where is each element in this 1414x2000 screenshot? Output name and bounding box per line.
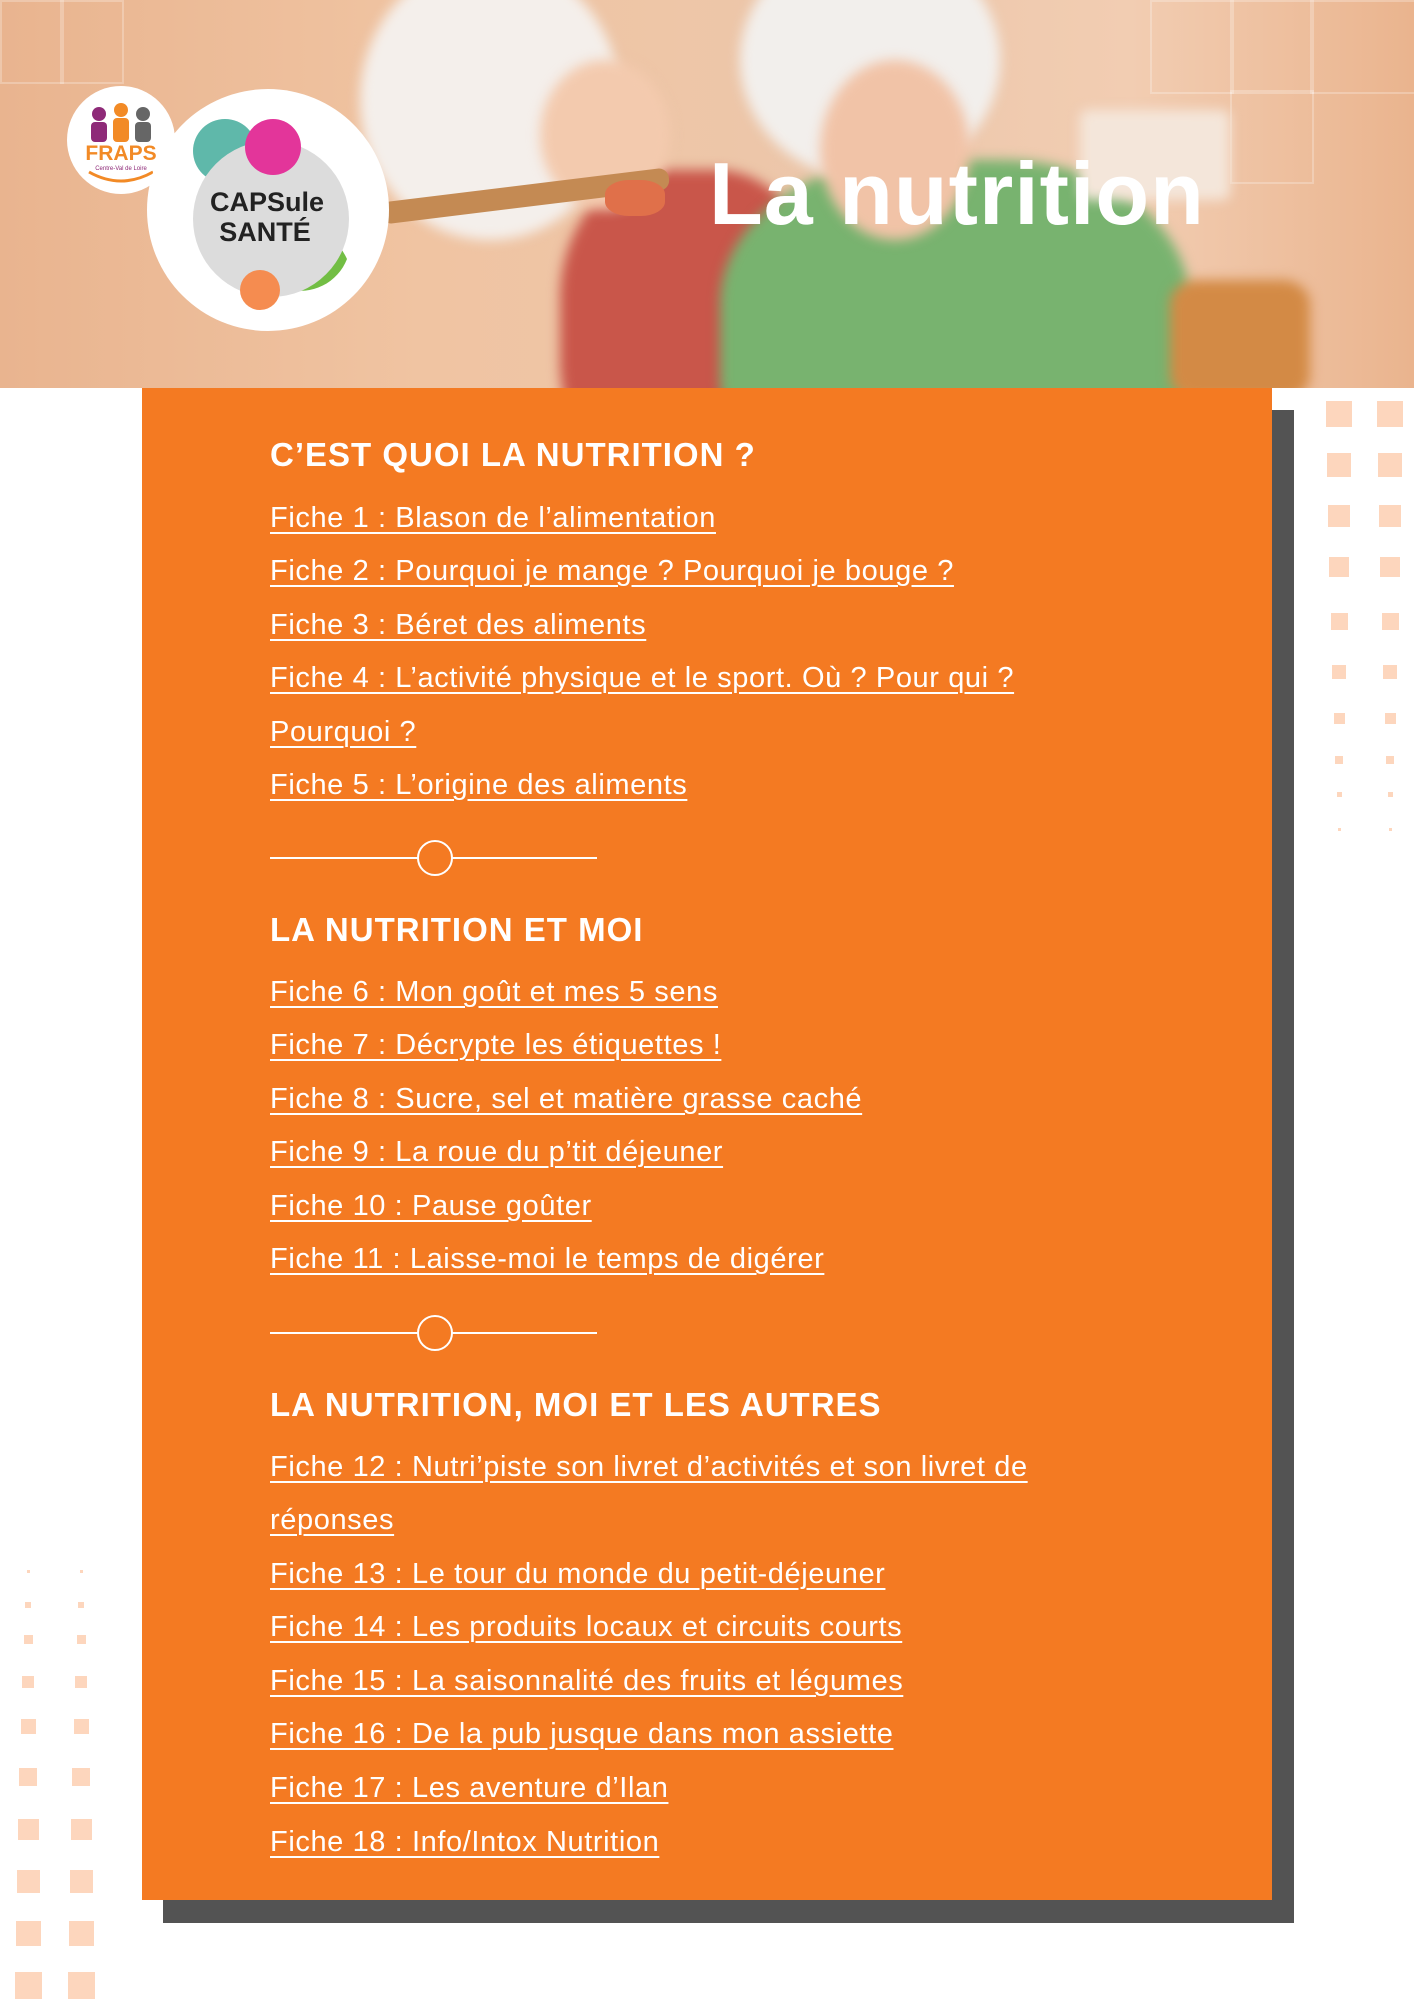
decorative-square [25, 1602, 31, 1608]
decorative-square [1326, 401, 1352, 427]
fiche-link[interactable]: Fiche 16 : De la pub jusque dans mon assiette [270, 1718, 894, 1750]
decorative-square [1383, 665, 1397, 679]
decorative-square [1388, 792, 1393, 797]
decorative-square [1327, 453, 1351, 477]
decorative-square [1332, 665, 1346, 679]
decorative-square [1380, 557, 1400, 577]
fiche-link[interactable]: Fiche 10 : Pause goûter [270, 1190, 592, 1222]
svg-text:Centre-Val de Loire: Centre-Val de Loire [95, 166, 147, 172]
fiche-link[interactable]: Fiche 17 : Les aventure d’Ilan [270, 1772, 669, 1804]
decorative-square [68, 1972, 95, 1999]
svg-text:CAPSule: CAPSule [209, 187, 325, 217]
fiche-link[interactable]: Fiche 18 : Info/Intox Nutrition [270, 1826, 660, 1858]
section-heading: LA NUTRITION ET MOI [270, 911, 644, 948]
decorative-square [71, 1819, 92, 1840]
fiche-link[interactable]: Fiche 7 : Décrypte les étiquettes ! [270, 1029, 722, 1061]
decorative-square [1331, 613, 1348, 630]
decorative-square [80, 1570, 83, 1573]
fiche-link[interactable]: Fiche 5 : L’origine des aliments [270, 769, 688, 801]
section-heading: LA NUTRITION, MOI ET LES AUTRES [270, 1386, 882, 1423]
capsule-sante-logo [147, 89, 389, 331]
decorative-square [1389, 828, 1392, 831]
decorative-square [19, 1768, 37, 1786]
fiche-link[interactable]: Fiche 11 : Laisse-moi le temps de digérer [270, 1243, 825, 1275]
decorative-square [1379, 505, 1401, 527]
fiche-link[interactable]: Fiche 12 : Nutri’piste son livret d’activités et son livret de [270, 1451, 1028, 1483]
decorative-square [78, 1602, 84, 1608]
decorative-square [27, 1570, 30, 1573]
fiche-link[interactable]: Fiche 13 : Le tour du monde du petit-déjeuner [270, 1558, 886, 1590]
decorative-square [1328, 505, 1350, 527]
fiche-link[interactable]: Fiche 1 : Blason de l’alimentation [270, 502, 716, 534]
fiche-link[interactable]: Fiche 4 : L’activité physique et le sport. Où ? Pour qui ? [270, 662, 1015, 694]
decorative-square [1338, 828, 1341, 831]
fiche-link[interactable]: Fiche 6 : Mon goût et mes 5 sens [270, 976, 718, 1008]
decorative-square [24, 1635, 33, 1644]
decorative-square [1334, 713, 1345, 724]
decorative-square [18, 1819, 39, 1840]
fiche-link[interactable]: réponses [270, 1504, 395, 1536]
decorative-square [1385, 713, 1396, 724]
svg-text:FRAPS: FRAPS [85, 142, 157, 165]
decorative-square [15, 1972, 42, 1999]
decorative-square [70, 1870, 93, 1893]
fiche-link[interactable]: Fiche 14 : Les produits locaux et circuits courts [270, 1611, 903, 1643]
decorative-square [1382, 613, 1399, 630]
decorative-square [21, 1719, 36, 1734]
fiche-link[interactable]: Fiche 9 : La roue du p’tit déjeuner [270, 1136, 724, 1168]
decorative-square [69, 1921, 94, 1946]
fiche-link[interactable]: Fiche 2 : Pourquoi je mange ? Pourquoi je bouge ? [270, 555, 954, 587]
decorative-square [1378, 453, 1402, 477]
decorative-square [74, 1719, 89, 1734]
decorative-square [17, 1870, 40, 1893]
decorative-square [22, 1676, 34, 1688]
decorative-square [75, 1676, 87, 1688]
fiche-link[interactable]: Fiche 15 : La saisonnalité des fruits et légumes [270, 1665, 904, 1697]
decorative-square [72, 1768, 90, 1786]
section-divider [270, 840, 597, 876]
decorative-square [1337, 792, 1342, 797]
svg-text:SANTÉ: SANTÉ [219, 217, 311, 247]
decorative-square [1335, 756, 1343, 764]
fiche-link[interactable]: Fiche 3 : Béret des aliments [270, 609, 647, 641]
decorative-square [77, 1635, 86, 1644]
decorative-square [1377, 401, 1403, 427]
fiche-link[interactable]: Fiche 8 : Sucre, sel et matière grasse caché [270, 1083, 863, 1115]
decorative-square [1329, 557, 1349, 577]
section-heading: C’EST QUOI LA NUTRITION ? [270, 436, 756, 473]
decorative-square [16, 1921, 41, 1946]
page-title: La nutrition [709, 144, 1205, 243]
section-divider [270, 1315, 597, 1351]
decorative-square [1386, 756, 1394, 764]
fiche-link[interactable]: Pourquoi ? [270, 716, 417, 748]
header-banner [0, 0, 1414, 388]
